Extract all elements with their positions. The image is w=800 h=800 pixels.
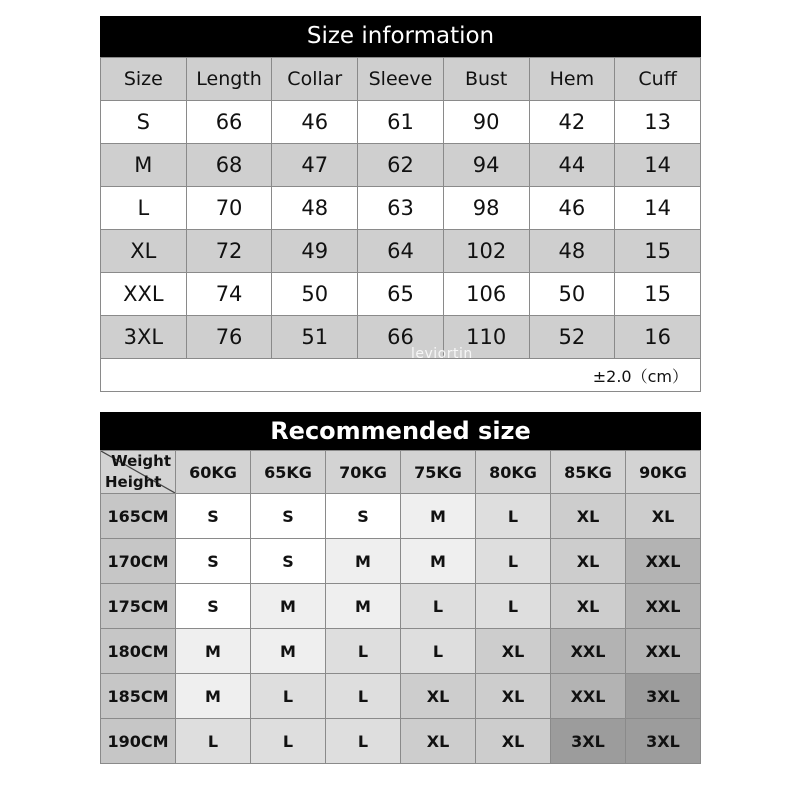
recommended-size-cell: L xyxy=(401,629,476,674)
measurement-cell: 61 xyxy=(358,101,444,144)
table-row xyxy=(101,584,701,629)
recommended-size-cell: M xyxy=(326,584,401,629)
size-label-cell: M xyxy=(101,144,187,187)
size-label-cell: XXL xyxy=(101,273,187,316)
measurement-cell: 64 xyxy=(358,230,444,273)
size-information-section xyxy=(100,16,701,392)
measurement-cell: 106 xyxy=(443,273,529,316)
size-information-table xyxy=(100,57,701,392)
column-header: Bust xyxy=(443,58,529,101)
size-label-cell: 3XL xyxy=(101,316,187,359)
recommended-size-cell: L xyxy=(326,629,401,674)
measurement-cell: 52 xyxy=(529,316,615,359)
weight-header: 90KG xyxy=(626,451,701,494)
measurement-cell: 94 xyxy=(443,144,529,187)
measurement-cell: 16 xyxy=(615,316,701,359)
column-header: Cuff xyxy=(615,58,701,101)
measurement-cell: 48 xyxy=(272,187,358,230)
recommended-size-cell: M xyxy=(401,539,476,584)
recommended-size-cell: XXL xyxy=(551,629,626,674)
measurement-cell: 66 xyxy=(358,316,444,359)
measurement-cell: 110 xyxy=(443,316,529,359)
measurement-cell: 44 xyxy=(529,144,615,187)
measurement-cell: 63 xyxy=(358,187,444,230)
recommended-size-cell: XL xyxy=(476,674,551,719)
recommended-size-cell: S xyxy=(176,539,251,584)
column-header: Sleeve xyxy=(358,58,444,101)
recommended-size-table xyxy=(100,450,701,764)
height-label-cell: 185CM xyxy=(101,674,176,719)
measurement-cell: 50 xyxy=(272,273,358,316)
recommended-size-cell: L xyxy=(326,719,401,764)
recommended-size-cell: S xyxy=(176,494,251,539)
corner-height-label: Height xyxy=(105,473,162,491)
measurement-cell: 62 xyxy=(358,144,444,187)
measurement-cell: 50 xyxy=(529,273,615,316)
recommended-size-cell: M xyxy=(251,629,326,674)
table-row xyxy=(101,494,701,539)
measurement-cell: 15 xyxy=(615,230,701,273)
measurement-cell: 72 xyxy=(186,230,272,273)
measurement-cell: 90 xyxy=(443,101,529,144)
measurement-cell: 14 xyxy=(615,144,701,187)
table-row xyxy=(101,719,701,764)
recommended-size-section xyxy=(100,412,701,764)
measurement-cell: 74 xyxy=(186,273,272,316)
measurement-cell: 65 xyxy=(358,273,444,316)
tolerance-row xyxy=(101,359,701,392)
recommended-size-cell: L xyxy=(176,719,251,764)
weight-header: 60KG xyxy=(176,451,251,494)
measurement-cell: 48 xyxy=(529,230,615,273)
height-label-cell: 165CM xyxy=(101,494,176,539)
weight-header: 75KG xyxy=(401,451,476,494)
measurement-cell: 15 xyxy=(615,273,701,316)
measurement-cell: 76 xyxy=(186,316,272,359)
recommended-size-cell: XL xyxy=(626,494,701,539)
recommended-size-cell: L xyxy=(476,539,551,584)
watermark: leviortin xyxy=(411,346,473,362)
measurement-cell: 66 xyxy=(186,101,272,144)
size-label-cell: S xyxy=(101,101,187,144)
table-row xyxy=(101,273,701,316)
recommended-size-cell: S xyxy=(326,494,401,539)
recommended-size-cell: S xyxy=(176,584,251,629)
table-row xyxy=(101,629,701,674)
tolerance-note: ±2.0（cm） xyxy=(101,359,701,392)
height-label-cell: 190CM xyxy=(101,719,176,764)
measurement-cell: 70 xyxy=(186,187,272,230)
weight-header: 85KG xyxy=(551,451,626,494)
recommended-size-cell: S xyxy=(251,539,326,584)
recommended-size-cell: 3XL xyxy=(626,674,701,719)
weight-header: 80KG xyxy=(476,451,551,494)
table-row xyxy=(101,674,701,719)
recommended-size-cell: XL xyxy=(551,539,626,584)
recommended-size-cell: L xyxy=(326,674,401,719)
measurement-cell: 46 xyxy=(272,101,358,144)
size-information-title: Size information xyxy=(100,16,701,57)
measurement-cell: 98 xyxy=(443,187,529,230)
measurement-cell: 49 xyxy=(272,230,358,273)
recommended-size-cell: M xyxy=(176,629,251,674)
height-label-cell: 170CM xyxy=(101,539,176,584)
column-header: Length xyxy=(186,58,272,101)
recommended-size-cell: XL xyxy=(476,719,551,764)
recommended-size-cell: M xyxy=(326,539,401,584)
recommended-size-cell: L xyxy=(251,674,326,719)
size-label-cell: XL xyxy=(101,230,187,273)
recommended-size-cell: XL xyxy=(401,719,476,764)
table-row xyxy=(101,187,701,230)
corner-weight-label: Weight xyxy=(111,452,171,470)
column-header: Size xyxy=(101,58,187,101)
recommended-size-cell: M xyxy=(251,584,326,629)
recommended-size-cell: L xyxy=(251,719,326,764)
table-row xyxy=(101,101,701,144)
recommended-size-cell: 3XL xyxy=(551,719,626,764)
recommended-size-cell: XXL xyxy=(626,539,701,584)
recommended-size-cell: XL xyxy=(401,674,476,719)
column-header: Hem xyxy=(529,58,615,101)
recommended-size-cell: L xyxy=(476,494,551,539)
recommended-size-cell: XL xyxy=(551,584,626,629)
measurement-cell: 13 xyxy=(615,101,701,144)
recommended-size-cell: XXL xyxy=(551,674,626,719)
recommended-size-cell: XL xyxy=(551,494,626,539)
table-row xyxy=(101,230,701,273)
recommended-size-cell: 3XL xyxy=(626,719,701,764)
table-row xyxy=(101,539,701,584)
weight-header: 65KG xyxy=(251,451,326,494)
recommended-size-cell: XXL xyxy=(626,629,701,674)
weight-header: 70KG xyxy=(326,451,401,494)
recommended-size-cell: M xyxy=(176,674,251,719)
weight-height-corner-cell xyxy=(101,451,176,494)
recommended-size-cell: M xyxy=(401,494,476,539)
recommended-size-title: Recommended size xyxy=(100,412,701,450)
measurement-cell: 42 xyxy=(529,101,615,144)
table-row xyxy=(101,144,701,187)
measurement-cell: 46 xyxy=(529,187,615,230)
size-table-header-row xyxy=(101,58,701,101)
size-label-cell: L xyxy=(101,187,187,230)
recommended-size-cell: XXL xyxy=(626,584,701,629)
recommended-size-cell: L xyxy=(401,584,476,629)
recommended-size-cell: S xyxy=(251,494,326,539)
table-row xyxy=(101,316,701,359)
measurement-cell: 102 xyxy=(443,230,529,273)
measurement-cell: 51 xyxy=(272,316,358,359)
recommended-size-cell: XL xyxy=(476,629,551,674)
measurement-cell: 47 xyxy=(272,144,358,187)
measurement-cell: 68 xyxy=(186,144,272,187)
height-label-cell: 180CM xyxy=(101,629,176,674)
height-label-cell: 175CM xyxy=(101,584,176,629)
recommended-header-row xyxy=(101,451,701,494)
recommended-size-cell: L xyxy=(476,584,551,629)
measurement-cell: 14 xyxy=(615,187,701,230)
column-header: Collar xyxy=(272,58,358,101)
